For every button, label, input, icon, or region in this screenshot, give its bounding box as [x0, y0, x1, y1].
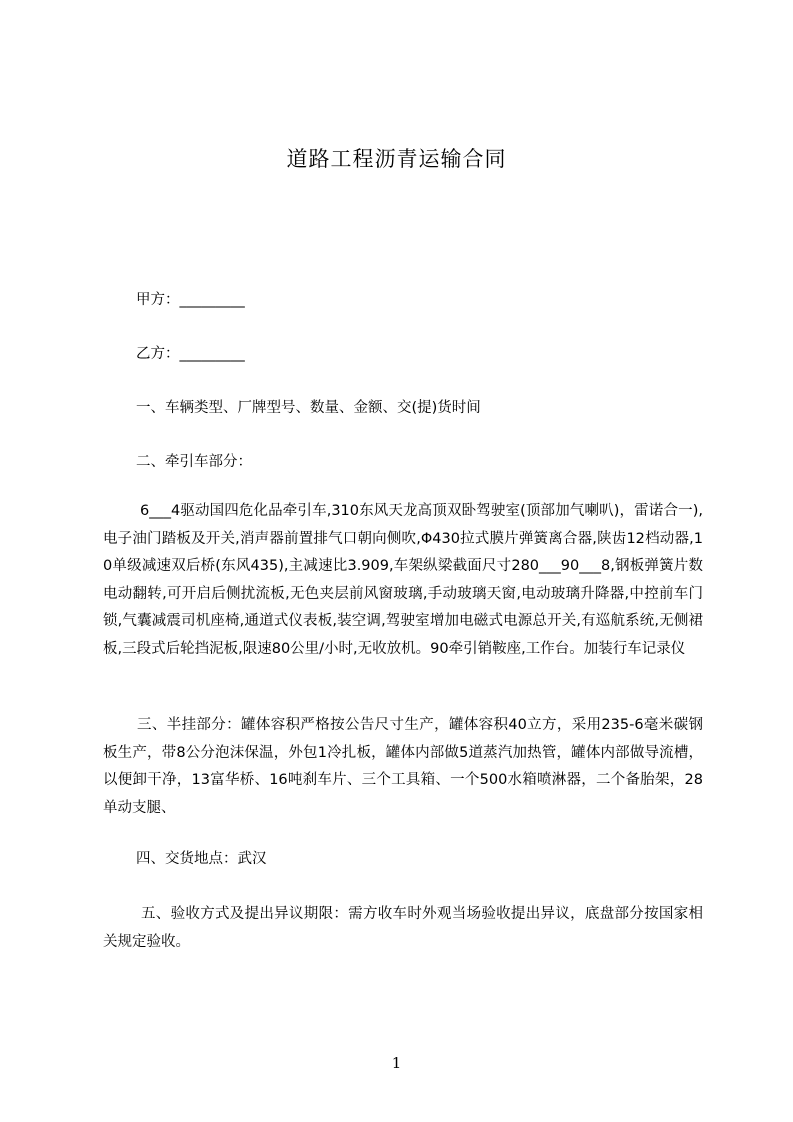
page-number: 1 [391, 1054, 402, 1072]
section-3-paragraph: 三、半挂部分：罐体容积严格按公告尺寸生产，罐体容积40立方，采用235-6毫米碳钢板生产，带8公分泡沫保温，外包1冷扎板，罐体内部做5道蒸汽加热管，罐体内部做导流槽，以便卸干净，13富华桥、16吨刹车片、三个工具箱、一个500水箱喷淋器，二个备胎架，28单动支腿、 [103, 717, 703, 816]
party-b-line: 乙方：_________ [136, 346, 245, 362]
section-2-heading: 二、牵引车部分： [136, 454, 252, 470]
party-a-line: 甲方：_________ [136, 292, 245, 308]
section-1-heading: 一、车辆类型、厂牌型号、数量、金额、交(提)货时间 [136, 400, 481, 416]
document-title: 道路工程沥青运输合同 [286, 147, 507, 171]
section-5-paragraph: 五、验收方式及提出异议期限：需方收车时外观当场验收提出异议，底盘部分按国家相关规定验收。 [103, 906, 703, 950]
tractor-spec-paragraph: 6___4驱动国四危化品牵引车,310东风天龙高顶双卧驾驶室(顶部加气喇叭)，雷诺合一),电子油门踏板及开关,消声器前置排气口朝向侧吹,Φ430拉式膜片弹簧离合器,陕齿12档动器,10单级减速双后桥(东风435),主减速比3.909,车架纵梁截面尺寸280___90___8,钢板弹簧片数电动翻转,可开启后侧扰流板,无色夹层前风窗玻璃,手动玻璃天窗,电动玻璃升降器,中控前车门锁,气囊减震司机座椅,通道式仪表板,装空调,驾驶室增加电磁式电源总开关,有巡航系统,无侧裙板,三段式后轮挡泥板,限速80公里/小时,无收放机。90牵引销鞍座,工作台。加装行车记录仪 [103, 503, 703, 657]
section-4-line: 四、交货地点：武汉 [136, 851, 267, 867]
